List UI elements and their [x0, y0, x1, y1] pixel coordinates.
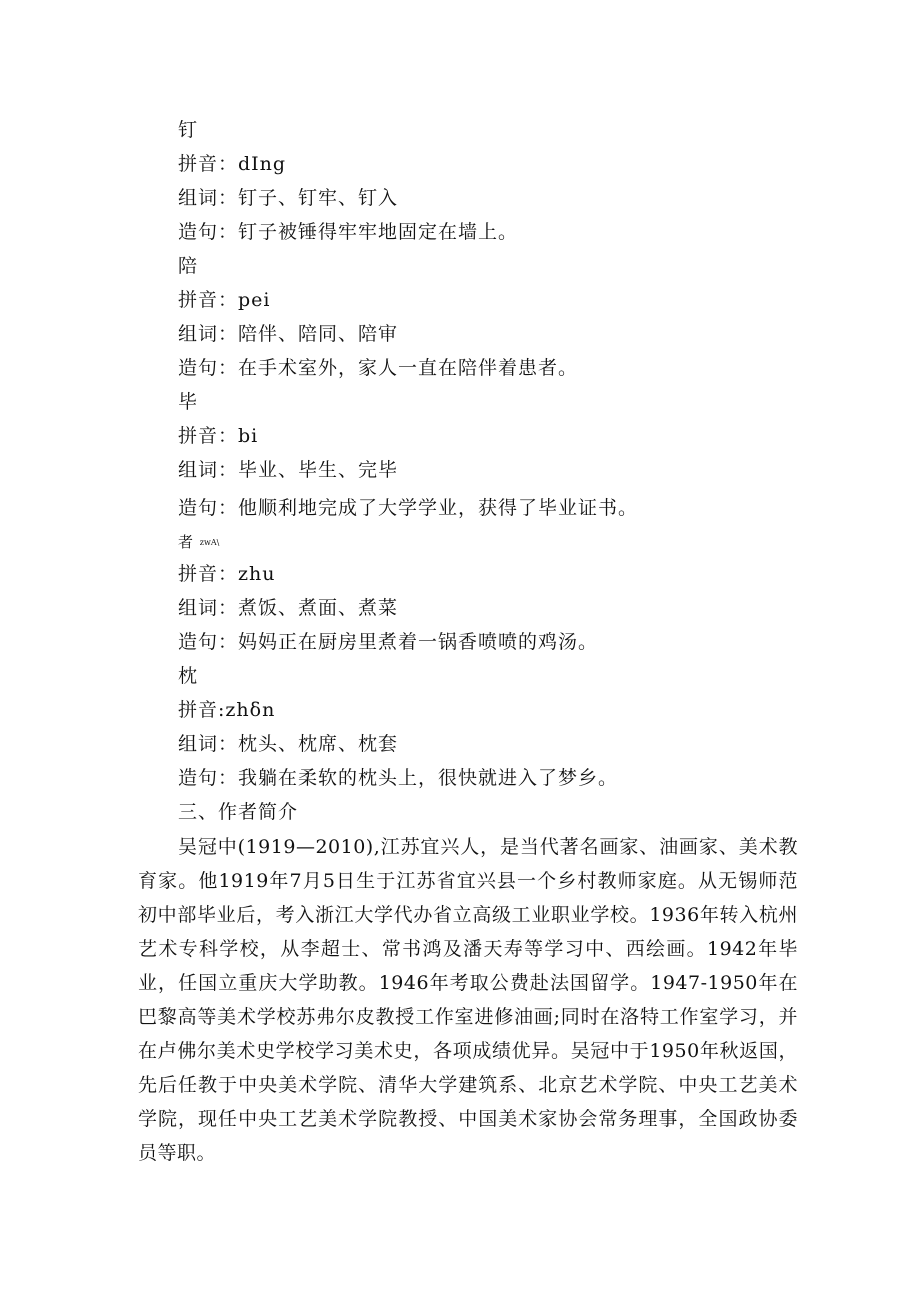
entry-char: 者	[178, 533, 195, 551]
entry-sentence: 造句：在手术室外，家人一直在陪伴着患者。	[178, 357, 579, 379]
entry-sentence: 造句：妈妈正在厨房里煮着一锅香喷喷的鸡汤。	[178, 631, 599, 653]
entry-sentence: 造句：我躺在柔软的枕头上，很快就进入了梦乡。	[178, 767, 619, 789]
entry-char-note: zwA\	[199, 538, 220, 547]
entry-words: 组词：煮饭、煮面、煮菜	[178, 597, 399, 619]
entry-pinyin: 拼音：bi	[178, 425, 259, 447]
entry-pinyin: 拼音:zhδn	[178, 699, 276, 721]
entry-sentence: 造句：他顺利地完成了大学学业，获得了毕业证书。	[178, 497, 639, 519]
author-paragraph: 吴冠中(1919—2010),江苏宜兴人，是当代著名画家、油画家、美术教育家。他1919年7月5日生于江苏省宜兴县一个乡村教师家庭。从无锡师范初中部毕业后，考入浙江大学代办省立高级工业职业学校。1936年转入杭州艺术专科学校，从李超士、常书鸿及潘天寿等学习中、西绘画。1942年毕业，任国立重庆大学助教。1946年考取公费赴法国留学。1947-1950年在巴黎高等美术学校苏弗尔皮教授工作室进修油画;同时在洛特工作室学习，并在卢佛尔美术史学校学习美术史，各项成绩优异。吴冠中于1950年秋返国，先后任教于中央美术学院、清华大学建筑系、北京艺术学院、中央工艺美术学院，现任中央工艺美术学院教授、中国美术家协会常务理事，全国政协委员等职。	[138, 836, 798, 1164]
entry-words: 组词：钉子、钉牢、钉入	[178, 187, 399, 209]
entry-char: 钉	[178, 119, 199, 141]
entry-char-row	[178, 530, 219, 555]
entry-words: 组词：陪伴、陪同、陪审	[178, 323, 399, 345]
author-intro	[138, 830, 798, 1170]
section-heading: 三、作者简介	[178, 801, 299, 823]
entry-char: 枕	[178, 665, 199, 687]
entry-pinyin: 拼音：zhu	[178, 563, 276, 585]
entry-words: 组词：枕头、枕席、枕套	[178, 733, 399, 755]
entry-char: 毕	[178, 391, 199, 413]
entry-pinyin: 拼音：pei	[178, 289, 271, 311]
entry-sentence: 造句：钉子被锤得牢牢地固定在墙上。	[178, 221, 519, 243]
entry-pinyin: 拼音：dIng	[178, 153, 287, 175]
entry-char: 陪	[178, 255, 199, 277]
entry-words: 组词：毕业、毕生、完毕	[178, 459, 399, 481]
